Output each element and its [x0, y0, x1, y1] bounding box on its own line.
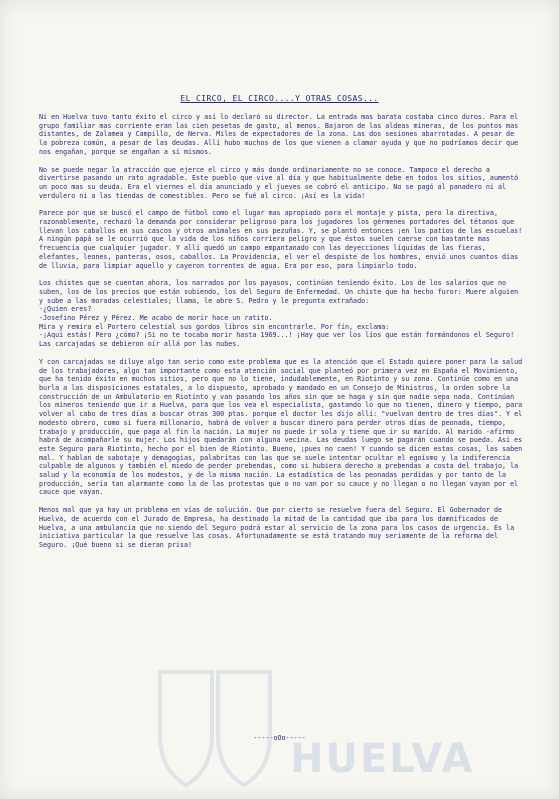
shield-icon — [160, 672, 212, 785]
document-body — [39, 113, 525, 559]
paragraph: Menos mal que ya hay un problema en vías de solución. Que por cierto se resuelve fuera del Seguro. El Gobernador de Huelva, de acuerdo con el Jurado de Empresa, ha destinado la mitad de la cantidad que iba para los damnificados de Huelva, a una ambulancia que no siendo del Seguro podrá estar al servicio de la zona para los casos de urgencia. Es la iniciativa particular la que resuelve las cosas. Afortunadamente se está tratando muy seriamente de la reforma del Seguro. ¡Qué bueno si se dieran prisa! — [39, 506, 515, 549]
paragraph: Ni en Huelva tuvo tanto éxito el circo y así lo declaró su director. La entrada mas barata costaba cinco duros. Para el grupo familiar mas corriente eran las cien pesetas de gasto, al menos. Bajaron de las aldeas mineras, de los puntos mas distantes, de Zalamea y Campillo, de Nerva. Miles de expectadores de la zona. Las dos sesiones abarrotadas. A pesar de la pobreza común, a pesar de las deudas. Allí hubo muchos de los que vienen a clamar ayuda y que no podríamos decir que nos engañan, porque se engañan a sí mismos. — [39, 113, 519, 156]
dialogue-line: -Josefino Pérez y Pérez. Me acabo de morir hace un ratito. — [39, 314, 273, 323]
end-mark: -----oOo----- — [253, 734, 306, 742]
paragraph: Los chistes que se cuentan ahora, los narrados por los payasos, continúan teniendo éxito. Los de los salarios que no suben, los de los precios que están subiendo, los del Seguro de Enfermedad. Un chiste que ha hecho furor: Muere alguien y sube a las moradas celestiales; llama, le abre S. Pedro y le pregunta extrañado: — [39, 279, 519, 305]
paragraph: No se puede negar la atracción que ejerce el circo y más donde ordinariamente no se conoce. Tampoco el derecho a divertirse pasando un rato agradable. Este pueblo que vive al día y que habitualmente debe en todos los sitios, aumentó un poco mas su deuda. Era el viernes el día anunciado y el jueves se cobró el anticipo. No se pagó al panadero ni al verdulero ni a las tiendas de comestibles. Pero se fué al circo. ¡Así es la vida! — [39, 165, 519, 200]
paragraph: Parece por que se buscó el campo de fútbol como el lugar mas apropiado para el montaje y pista, pero la directiva, razonablemente, rechazó la demanda por considerar peligroso para los jugadores los gérmenes portadores del tétanos que llevan los caballos en sus cascos y otros animales en sus pezuñas. Y, se plantó entonces ¡en los patios de las escuelas! A ningún papá se le ocurrió que la vida de los niños corriera peligro y que éstos suelen caerse con bastante mas frecuencia que cualquier jugador. Y allí quedó un campo empantanado con las deyecciones líquidas de las fieras, elefantes, leones, panteras, osos, caballos. La Providencia, el ver el despiste de los hombres, envió unos cuantos días de lluvia, para limpiar aquello y cayeron torrentes de agua. Era por eso, para limpiarlo todo. — [39, 209, 523, 270]
paragraph: Mira y remira el Portero celestial sus gordos libros sin encontrarle. Por fín, exclama: — [39, 322, 390, 331]
document-title: EL CIRCO, EL CIRCO....Y OTRAS COSAS... — [180, 94, 379, 103]
paragraph: Las carcajadas se debieron oír allá por las nubes. — [39, 340, 241, 349]
dialogue-line: -¿Quien eres? — [39, 305, 92, 314]
watermark-text: HUELVA — [290, 736, 475, 782]
paragraph: Y con carcajadas se diluye algo tan serio como este problema que es la atención que el Estado quiere poner para la salud de los trabajadores, algo tan importante como esta atención social que planteó por primera vez en España el Movimiento, que ha tenido éxito en muchos sitios, pero que no lo tiene, indudablemente, en Riotinto y su zona. Continúe como en una burla a las disposiciones estatales, a lo dispuesto, aprobado y mandado en un Consejo de Ministros, la orden sobre la construcción de un Ambulatorio en Riotinto y van pasando los años sin que se haga y sin que nadie sepa nada. Continúan los mineros teniendo que ir a Huelva, para que los vea el especialista, gastando lo que no tienen, dinero y tiempo, para volver al cabo de tres días a buscar otras 300 ptas. porque el doctor les dijo allí: "vuelvan dentro de tres días". Y el modesto obrero, como si fuera millonario, habrá de volver a buscar dinero para perder otros días de peonada, tiempo, trabajo y producción, que paga al fin la nación. La mujer no puede ir sola y tiene que ir su marido. Al marido -afirmo habrá de acompañarle su mujer. Los hijos quedarán con alguna vecina. Las deudas luego se pagarán cuando se pueda. Así es este Seguro para Riotinto, hecho por el bien de Riotinto. Bueno, ¡pues no caen! Y cuando se dicen estas cosas, las saben mal. Y hablan de sabotaje y demagogias, palabritas con las que se suele intentar ocultar el egoísmo y la indiferencia culpable de algunos y también el miedo de perder prebendas, como si hubiera derecho a prebendas a costa del trabajo, la salud y la economía de los modestos, y de la misma nación. La estadística de las peonadas perdidas y por tanto de la producción, sería tan alarmante como la de las protestas que o no van por su cauce y no llegan o no llegan vayan por el cauce que vayan. — [39, 357, 523, 497]
dialogue-line: -¡Aquí estás! Pero ¿cómo? ¡Si no te tocaba morir hasta 1969...! ¡Hay que ver los líos que están formándonos el Seguro! — [39, 331, 515, 340]
shield-icon — [218, 672, 270, 785]
